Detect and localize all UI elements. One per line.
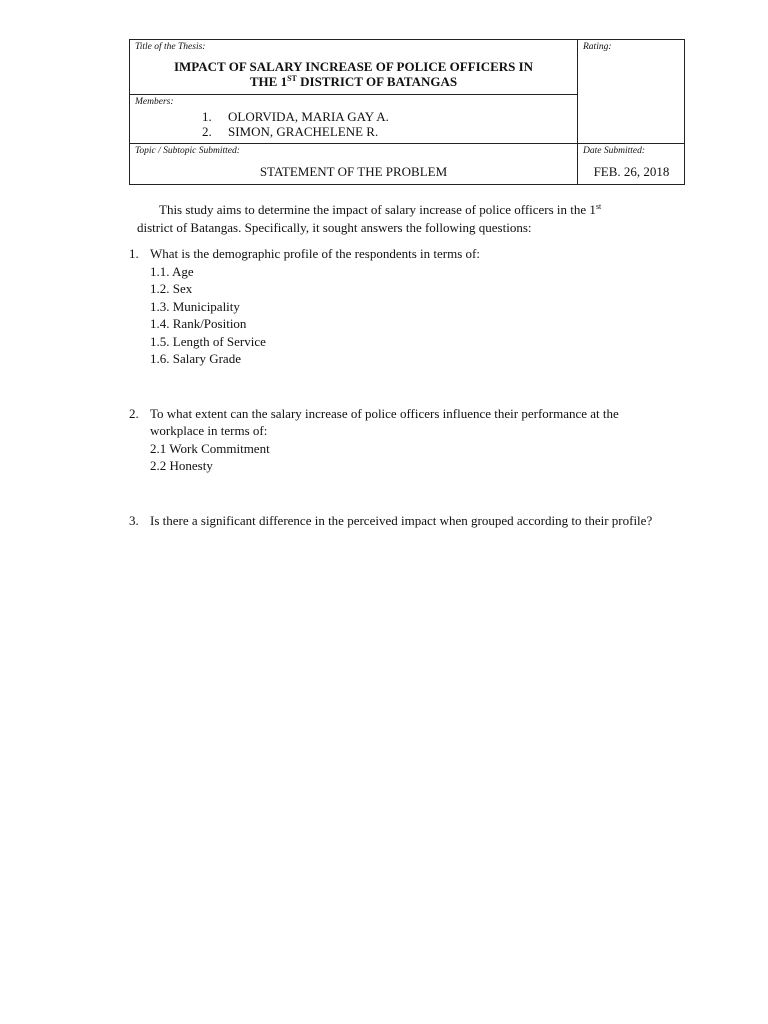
thesis-title	[130, 59, 577, 89]
date-label: Date Submitted:	[583, 146, 646, 156]
member-number: 1.	[202, 109, 212, 124]
title-label: Title of the Thesis:	[135, 42, 206, 52]
member-name: SIMON, GRACHELENE R.	[228, 124, 379, 139]
question-item	[129, 512, 669, 530]
question-number: 3.	[129, 512, 139, 528]
title-superscript: ST	[287, 74, 297, 83]
row-divider	[130, 143, 684, 144]
sub-question: 1.2. Sex	[150, 281, 193, 296]
sub-question: 1.6. Salary Grade	[150, 351, 241, 366]
intro-paragraph	[137, 201, 677, 236]
title-prefix: THE 1	[249, 74, 288, 89]
question-number: 2.	[129, 405, 139, 421]
row-divider	[130, 94, 577, 95]
intro-line2: district of Batangas. Specifically, it sought answers the following questions:	[137, 219, 532, 235]
members-label: Members:	[135, 97, 174, 107]
question-item	[129, 405, 669, 475]
sub-question: 1.5. Length of Service	[150, 333, 266, 349]
thesis-header-table	[129, 39, 685, 185]
sub-question: 2.1 Work Commitment	[150, 440, 270, 456]
rating-label: Rating:	[583, 42, 612, 52]
member-number: 2.	[202, 124, 212, 139]
sub-question: 1.4. Rank/Position	[150, 316, 247, 331]
intro-superscript: st	[595, 202, 602, 211]
column-divider	[577, 40, 578, 184]
date-value: FEB. 26, 2018	[593, 164, 670, 179]
question-item	[129, 245, 669, 368]
title-suffix: DISTRICT OF BATANGAS	[296, 74, 458, 89]
member-item	[202, 109, 389, 124]
members-list	[202, 109, 389, 139]
member-name: OLORVIDA, MARIA GAY A.	[228, 109, 389, 124]
topic-label: Topic / Subtopic Submitted:	[135, 146, 240, 156]
question-text: What is the demographic profile of the respondents in terms of:	[150, 246, 480, 261]
topic-value: STATEMENT OF THE PROBLEM	[259, 164, 448, 179]
sub-question: 1.1. Age	[150, 263, 194, 279]
member-item	[202, 124, 389, 139]
sub-question: 2.2 Honesty	[150, 458, 213, 473]
intro-line1: This study aims to determine the impact of salary increase of police officers in the 1	[159, 202, 596, 217]
question-text: To what extent can the salary increase of police officers influence their performance at the workplace in terms of:	[150, 405, 619, 438]
question-number: 1.	[129, 246, 139, 261]
document-body	[129, 201, 677, 529]
thesis-title-line1: IMPACT OF SALARY INCREASE OF POLICE OFFICERS IN	[173, 59, 534, 74]
sub-question: 1.3. Municipality	[150, 298, 240, 314]
question-text: Is there a significant difference in the perceived impact when grouped according to their profile?	[150, 512, 653, 528]
thesis-title-line2	[130, 74, 577, 89]
